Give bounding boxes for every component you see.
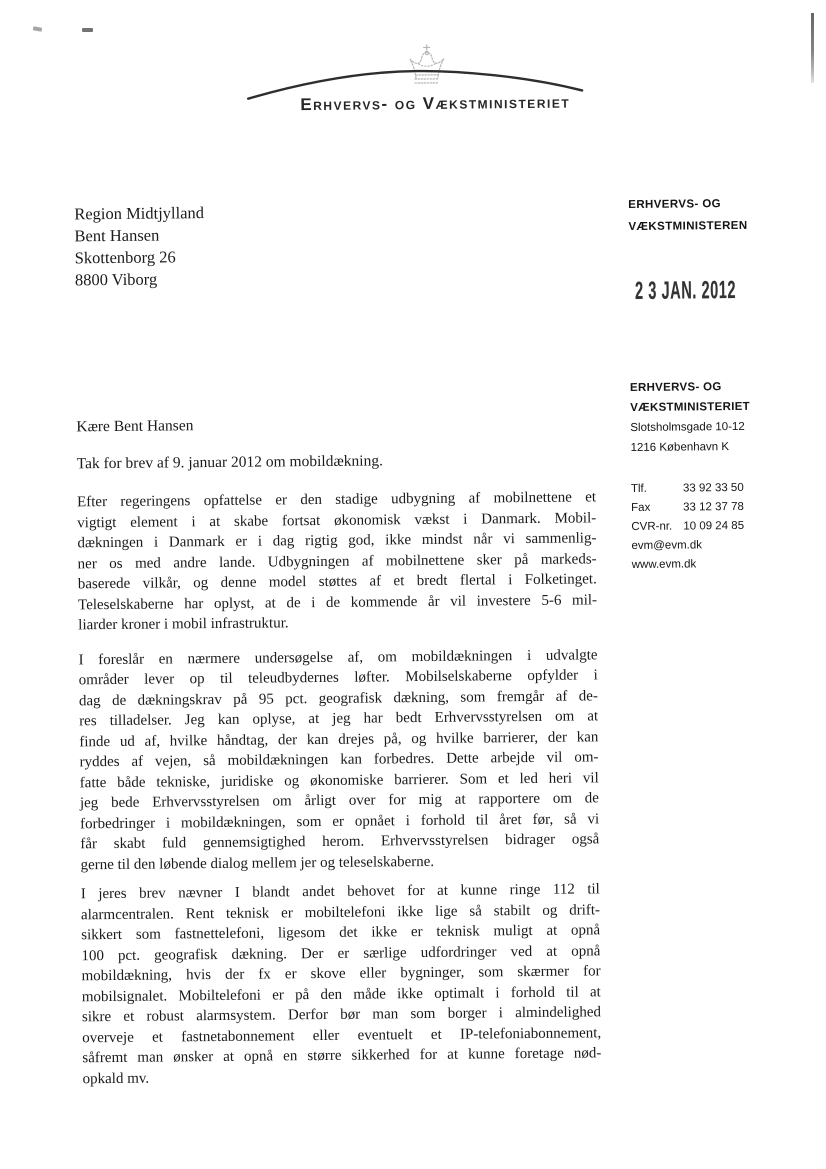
text-line: ERHVERVS- OG bbox=[629, 381, 722, 395]
text-line: www.evm.dk bbox=[631, 558, 697, 572]
text-line: mobilsignalet. Mobiltelefoni er på den måde ikke optimalt i forhold til at bbox=[81, 983, 601, 1005]
text-line: opkald mv. bbox=[82, 1070, 150, 1087]
text-line: res tilladelser. Jeg kan oplyse, at jeg har bedt Erhvervsstyrelsen om at bbox=[79, 708, 599, 730]
sender-info-block bbox=[630, 376, 812, 575]
text-line: sikkert som fastnettelefoni, ligesom det ikke er teknisk muligt at opnå bbox=[81, 922, 601, 944]
text-line: VÆKSTMINISTEREN bbox=[628, 219, 748, 234]
text-line: såfremt man ønsker at opnå en større sikkerhed for at kunne foretage nød- bbox=[82, 1045, 602, 1067]
text-line: 8800 Viborg bbox=[74, 269, 158, 290]
text-line: ryddes af vejen, så mobildækningen kan forbedres. Dette arbejde vil om- bbox=[79, 749, 599, 771]
contact-row bbox=[631, 497, 811, 518]
text-line: evm@evm.dk bbox=[631, 539, 703, 553]
sender-links bbox=[631, 535, 811, 575]
intro-line: Tak for brev af 9. januar 2012 om mobildækning. bbox=[76, 452, 384, 473]
text-line: I jeres brev nævner I blandt andet behovet for at kunne ringe 112 til bbox=[80, 881, 600, 903]
paragraph bbox=[81, 879, 602, 1089]
contact-value: 10 09 24 85 bbox=[683, 519, 745, 533]
contact-label: Tlf. bbox=[630, 482, 647, 496]
text-line: overveje et fastnetabonnement eller eventuelt et IP-telefoniabonnement, bbox=[82, 1024, 602, 1046]
text-line: 1216 København K bbox=[630, 441, 730, 455]
text-line: får skabt fuld gennemsigtighed herom. Erhvervsstyrelsen bidrager også bbox=[80, 831, 600, 853]
text-line: dækningen i Danmark er i dag rigtig god, ikke mindst når vi sammenlig- bbox=[77, 530, 597, 552]
recipient-address bbox=[74, 202, 205, 291]
contact-value: 33 12 37 78 bbox=[683, 500, 744, 514]
text-line: gerne til den løbende dialog mellem jer og teleselskaberne. bbox=[80, 853, 435, 873]
text-line: jeg bede Erhvervsstyrelsen om årligt over for mig at rapportere om de bbox=[79, 790, 599, 812]
text-line: fatte både tekniske, juridiske og økonomiske barrierer. Som et led heri vil bbox=[79, 769, 599, 791]
text-line: dag de dækningskrav på 95 pct. geografisk dækning, som fremgår af de- bbox=[78, 687, 599, 709]
sender-contacts bbox=[631, 478, 812, 537]
text-line: Efter regeringens opfattelse er den stadige udbygning af mobilnettene et bbox=[76, 489, 597, 511]
text-line: ner os med andre lande. Udbygningen af mobilnettene sker på markeds- bbox=[77, 550, 597, 572]
salutation: Kære Bent Hansen bbox=[76, 417, 194, 436]
contact-row bbox=[631, 516, 811, 537]
sender-address bbox=[630, 416, 810, 458]
ministry-name: Erhvervs- og Vækstministeriet bbox=[300, 92, 571, 115]
paragraph bbox=[77, 487, 597, 635]
text-line: finde ud af, hvilke håndtag, der kan drejes på, og hvilke barrierer, der kan bbox=[79, 728, 599, 750]
text-line: vigtigt element i at skabe fortsat økonomisk vækst i Danmark. Mobil- bbox=[77, 509, 597, 531]
text-line: sikre et robust alarmsystem. Derfor bør man som borger i almindelighed bbox=[81, 1004, 602, 1026]
contact-row bbox=[631, 478, 811, 499]
text-line: baserede vilkår, og denne model støttes af et bredt flertal i Folketinget. bbox=[77, 571, 597, 593]
text-line: forbedringer i mobildækningen, som er opnået i forhold til året før, så vi bbox=[80, 810, 600, 832]
text-line: Skottenborg 26 bbox=[74, 247, 176, 268]
sender-ministry-name bbox=[630, 376, 810, 418]
text-line: Teleselskaberne har oplyst, at de i de kommende år vil investere 5-6 mil- bbox=[77, 591, 598, 613]
contact-value: 33 92 33 50 bbox=[682, 481, 744, 495]
text-line: Slotsholmsgade 10-12 bbox=[630, 420, 745, 435]
text-line: Bent Hansen bbox=[74, 225, 160, 246]
text-line: Region Midtjylland bbox=[74, 203, 205, 224]
paragraph bbox=[78, 645, 599, 875]
text-line: mobildækning, hvis der fx er skove eller bygninger, som skærmer for bbox=[81, 963, 601, 985]
text-line: liarder kroner i mobil infrastruktur. bbox=[78, 615, 289, 634]
text-line: I foreslår en nærmere undersøgelse af, om mobildækningen i udvalgte bbox=[78, 646, 598, 668]
contact-label: Fax bbox=[631, 501, 651, 515]
contact-label: CVR-nr. bbox=[631, 520, 673, 534]
letter-body bbox=[77, 487, 602, 1089]
sender-title bbox=[628, 192, 803, 238]
text-line: områder lever op til teleudbydernes løfter. Mobilselskaberne opfylder i bbox=[78, 667, 598, 689]
text-line: ERHVERVS- OG bbox=[628, 198, 722, 212]
date-stamp: 2 3 JAN. 2012 bbox=[634, 275, 737, 305]
text-line: 100 pct. geografisk dækning. Der er særlige udfordringer ved at opnå bbox=[81, 942, 601, 964]
text-line: alarmcentralen. Rent teknisk er mobiltelefoni ikke lige så stabilt og drift- bbox=[80, 901, 601, 923]
text-line: VÆKSTMINISTERIET bbox=[630, 400, 751, 415]
